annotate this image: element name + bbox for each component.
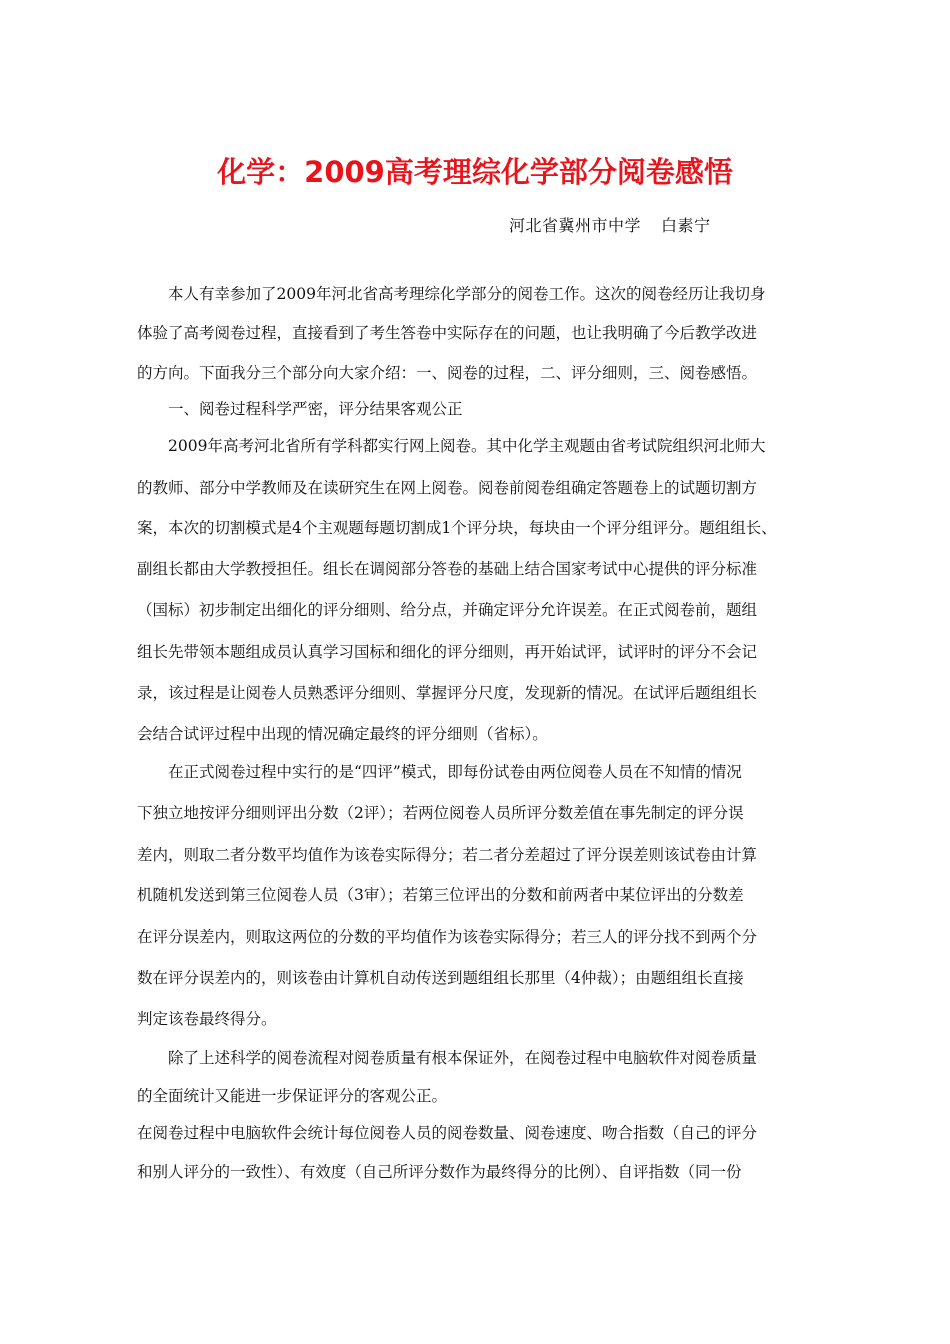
paragraph-line: 的方向。下面我分三个部分向大家介绍：一、阅卷的过程，二、评分细则，三、阅卷感悟。 [137, 364, 758, 382]
paragraph-line: 在评分误差内，则取这两位的分数的平均值作为该卷实际得分；若三人的评分找不到两个分 [137, 928, 758, 946]
paragraph-line: 副组长都由大学教授担任。组长在调阅部分答卷的基础上结合国家考试中心提供的评分标准 [137, 560, 758, 578]
paragraph-line: 和别人评分的一致性）、有效度（自己所评分数作为最终得分的比例）、自评指数（同一份 [137, 1163, 742, 1181]
paragraph-line: 录，该过程是让阅卷人员熟悉评分细则、掌握评分尺度，发现新的情况。在试评后题组组长 [137, 684, 758, 702]
paragraph-line: 的全面统计又能进一步保证评分的客观公正。 [137, 1087, 448, 1105]
paragraph-line: 下独立地按评分细则评出分数（2评）；若两位阅卷人员所评分数差值在事先制定的评分误 [137, 804, 744, 822]
paragraph-line: 案，本次的切割模式是4个主观题每题切割成1个评分块，每块由一个评分组评分。题组组长、 [137, 519, 777, 537]
paragraph-line: 会结合试评过程中出现的情况确定最终的评分细则（省标）。 [137, 725, 548, 743]
paragraph-line: 的教师、部分中学教师及在读研究生在网上阅卷。阅卷前阅卷组确定答题卷上的试题切割方 [137, 479, 758, 497]
paragraph-line: 判定该卷最终得分。 [137, 1010, 277, 1028]
author-line [509, 212, 711, 240]
paragraph-line: 在正式阅卷过程中实行的是“四评”模式，即每份试卷由两位阅卷人员在不知情的情况 [137, 763, 742, 781]
paragraph-line: 差内，则取二者分数平均值作为该卷实际得分；若二者分差超过了评分误差则该试卷由计算 [137, 846, 758, 864]
paragraph-line: 机随机发送到第三位阅卷人员（3审）；若第三位评出的分数和前两者中某位评出的分数差 [137, 886, 744, 904]
section-heading: 一、阅卷过程科学严密，评分结果客观公正 [137, 400, 463, 418]
paragraph-line: 2009年高考河北省所有学科都实行网上阅卷。其中化学主观题由省考试院组织河北师大 [137, 437, 766, 455]
paragraph-line: 组长先带领本题组成员认真学习国标和细化的评分细则，再开始试评，试评时的评分不会记 [137, 643, 758, 661]
paragraph-line: 在阅卷过程中电脑软件会统计每位阅卷人员的阅卷数量、阅卷速度、吻合指数（自己的评分 [137, 1124, 758, 1142]
paragraph-line: 除了上述科学的阅卷流程对阅卷质量有根本保证外，在阅卷过程中电脑软件对阅卷质量 [137, 1049, 758, 1067]
paragraph-line: 数在评分误差内的，则该卷由计算机自动传送到题组组长那里（4仲裁）；由题组组长直接 [137, 969, 744, 987]
paragraph-line: 本人有幸参加了2009年河北省高考理综化学部分的阅卷工作。这次的阅卷经历让我切身 [137, 285, 766, 303]
author-name: 白素宁 [661, 216, 711, 235]
author-school: 河北省冀州市中学 [509, 216, 642, 235]
paragraph-line: （国标）初步制定出细化的评分细则、给分点，并确定评分允许误差。在正式阅卷前，题组 [137, 601, 758, 619]
document-title: 化学：2009高考理综化学部分阅卷感悟 [217, 155, 733, 189]
paragraph-line: 体验了高考阅卷过程，直接看到了考生答卷中实际存在的问题，也让我明确了今后教学改进 [137, 324, 758, 342]
